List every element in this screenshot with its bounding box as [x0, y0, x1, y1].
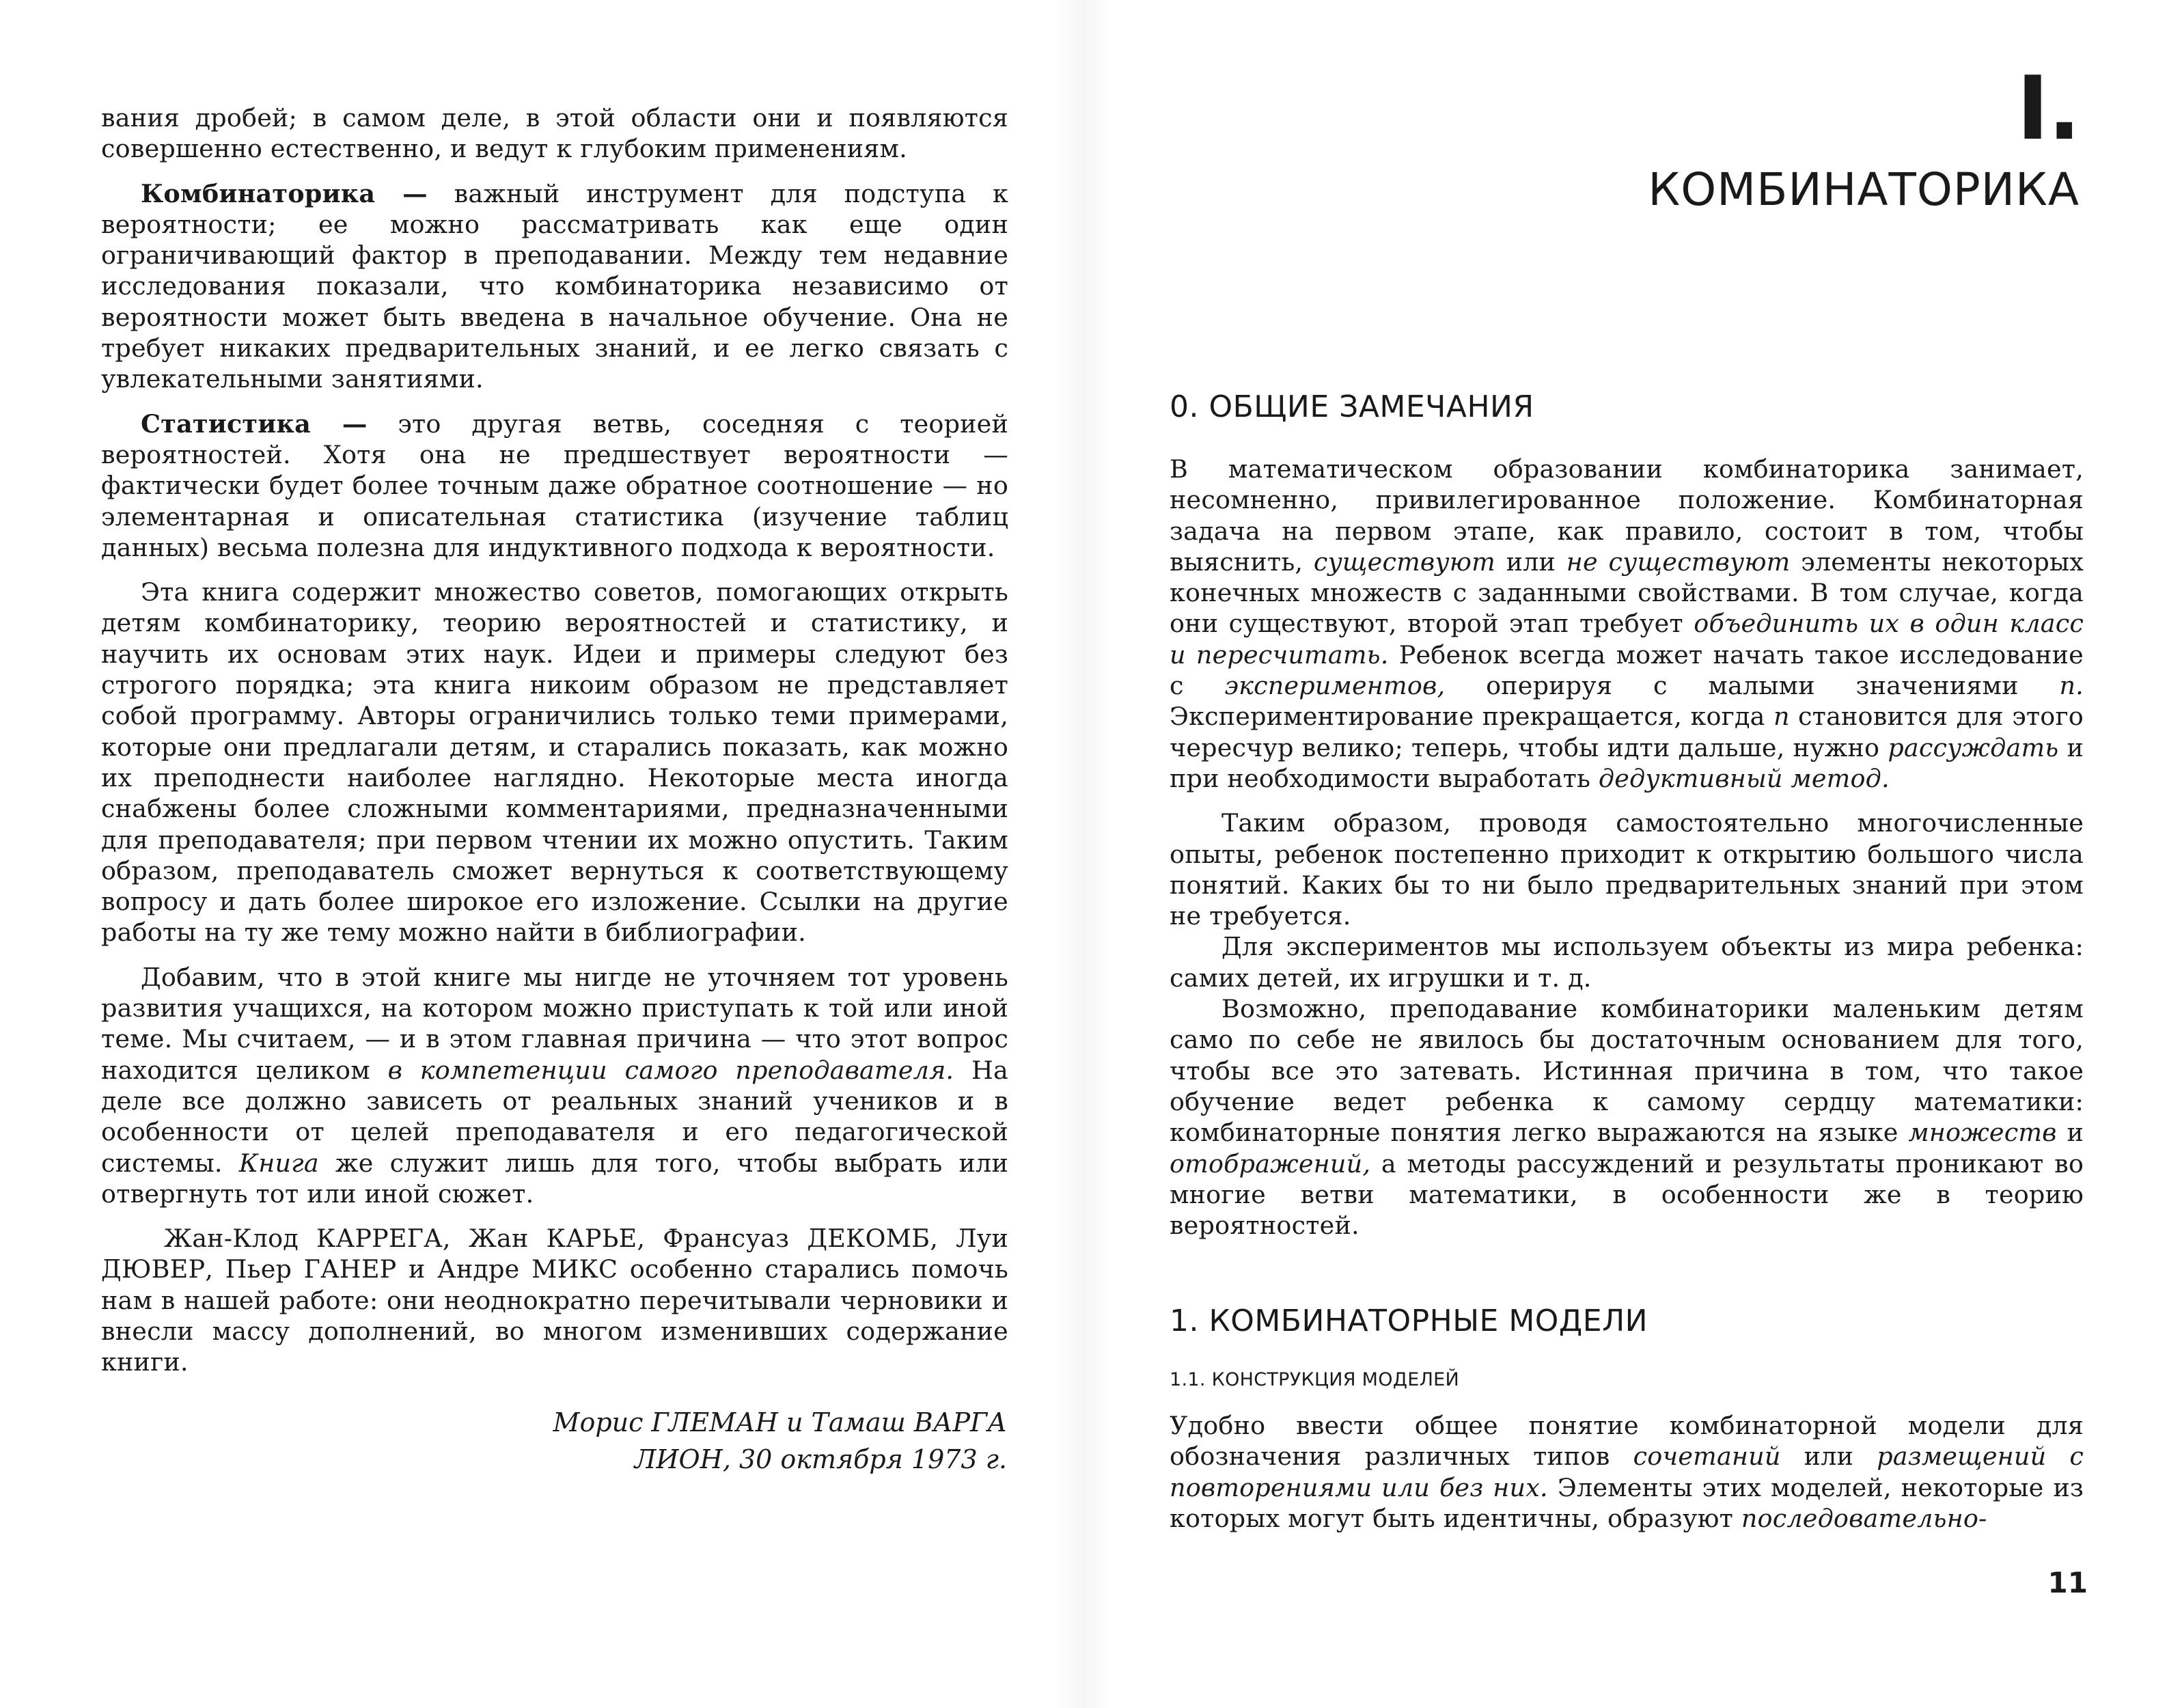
paragraph-continuation: вания дробей; в самом деле, в этой области они и появляются совершенно естественно, и ведут к глубоким применениям. [101, 103, 1008, 164]
signature [553, 1404, 1007, 1478]
signature-authors: Морис ГЛЕМАН и Тамаш ВАРГА [553, 1407, 1007, 1437]
paragraph-level: Добавим, что в этой книге мы нигде не уточняем тот уровень развития учащихся, на котором можно приступать к той или иной теме. Мы считаем, — и в этом главная причина — что этот вопрос находится целиком в компетенции самого преподавателя. На деле все должно зависеть от реальных знаний учеников и в особенности от целей преподавателя и его педагогической системы. Книга же служит лишь для того, чтобы выбрать или отвергнуть тот или иной сюжет. [101, 962, 1008, 1209]
section-general-remarks-text [1170, 454, 2084, 1254]
paragraph-book-purpose: Эта книга содержит множество советов, помогающих открыть детям комбинаторику, теорию вероятностей и статистику, и научить их основам этих наук. Идеи и примеры следуют без строгого порядка; эта книга никоим образом не представляет собой программу. Авторы ограничились только теми примерами, которые они предлагали детям, и старались показать, как можно их преподнести наиболее наглядно. Некоторые места иногда снабжены более сложными комментариями, предназначенными для преподавателя; при первом чтении их можно опустить. Таким образом, преподаватель сможет вернуться к соответствующему вопросу и дать более широкое его изложение. Ссылки на другие работы на ту же тему можно найти в библиографии. [101, 577, 1008, 948]
page-number: 11 [2047, 1566, 2088, 1599]
paragraph-true-reason: Возможно, преподавание комбинаторики маленьким детям само по себе не явилось бы достаточным основанием для того, чтобы все это затевать. Истинная причина в том, что такое обучение ведет ребенка к самому сердцу математики: комбинаторные понятия легко выражаются на языке множеств и отображений, а методы рассуждений и результаты проникают во многие ветви математики, в особенности же в теорию вероятностей. [1170, 994, 2084, 1241]
term-statistics: Статистика — [141, 409, 368, 439]
paragraph-combinatorics [101, 178, 1008, 395]
section-combinatorial-models-text [1170, 1410, 2084, 1547]
paragraph-combinatorics-text: важный инструмент для подступа к вероятности; ее можно рассматривать как еще один ограничивающий фактор в преподавании. Между тем недавние исследования показали, что комбинаторика независимо от вероятности может быть введена в начальное обучение. Она не требует никаких предварительных знаний, и ее легко связать с увлекательными занятиями. [101, 178, 1008, 394]
signature-place-date: ЛИОН, 30 октября 1973 г. [634, 1444, 1007, 1474]
term-combinatorics: Комбинаторика — [141, 178, 428, 208]
paragraph-statistics-text: это другая ветвь, соседняя с теорией вероятностей. Хотя она не предшествует вероятности — фактически будет более точным даже обратное соотношение — но элементарная и описательная статистика (изучение таблиц данных) весьма полезна для индуктивного подхода к вероятности. [101, 409, 1008, 562]
paragraph-statistics [101, 409, 1008, 563]
chapter-number: I. [2016, 58, 2080, 160]
section-heading-combinatorial-models: 1. КОМБИНАТОРНЫЕ МОДЕЛИ [1170, 1304, 1648, 1338]
chapter-title: КОМБИНАТОРИКА [1648, 163, 2080, 216]
paragraph-acknowledgements: Жан-Клод КАРРЕГА, Жан КАРЬЕ, Франсуаз ДЕКОМБ, Луи ДЮВЕР, Пьер ГАНЕР и Андре МИКС особенно старались помочь нам в нашей работе: они неоднократно перечитывали черновики и внесли массу дополнений, во многом изменивших содержание книги. [101, 1224, 1008, 1377]
paragraph-combinatorial-model: Удобно ввести общее понятие комбинаторной модели для обозначения различных типов сочетаний или размещений с повторениями или без них. Элементы этих моделей, некоторые из которых могут быть идентичны, образуют последовательно- [1170, 1411, 2084, 1533]
paragraph-child-world: Для экспериментов мы используем объекты из мира ребенка: самих детей, их игрушки и т. д. [1170, 932, 2084, 993]
section-heading-general-remarks: 0. ОБЩИЕ ЗАМЕЧАНИЯ [1170, 389, 1534, 424]
paragraph-experiments: Таким образом, проводя самостоятельно многочисленные опыты, ребенок постепенно приходит к открытию большого числа понятий. Каких бы то ни было предварительных знаний при этом не требуется. [1170, 808, 2084, 931]
subsection-heading-model-construction: 1.1. КОНСТРУКЦИЯ МОДЕЛЕЙ [1170, 1369, 1460, 1390]
left-page-text [101, 102, 1008, 1392]
paragraph-combinatorics-education: В математическом образовании комбинаторика занимает, несомненно, привилегированное положение. Комбинаторная задача на первом этапе, как правило, состоит в том, чтобы выяснить, существуют или не существуют элементы некоторых конечных множеств с заданными свойствами. В том случае, когда они существуют, второй этап требует объединить их в один класс и пересчитать. Ребенок всегда может начать такое исследование с экспериментов, оперируя с малыми значениями n. Экспериментирование прекращается, когда n становится для этого чересчур велико; теперь, чтобы идти дальше, нужно рассуждать и при необходимости выработать дедуктивный метод. [1170, 454, 2084, 793]
